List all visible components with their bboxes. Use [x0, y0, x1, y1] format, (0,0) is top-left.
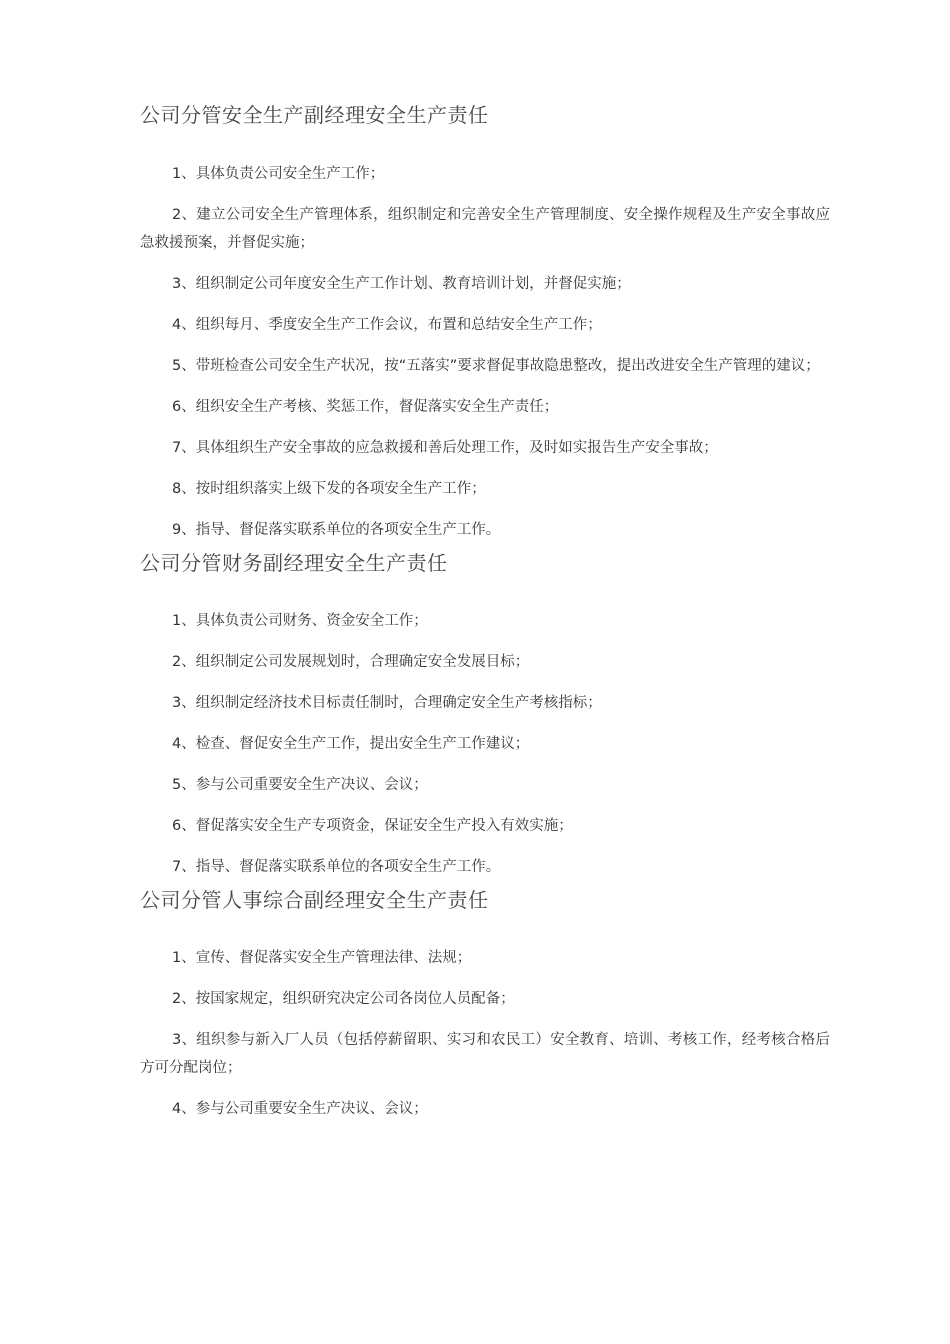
document-content: [140, 100, 830, 1136]
section-title: 公司分管人事综合副经理安全生产责任: [140, 888, 489, 912]
list-item: 7、具体组织生产安全事故的应急救援和善后处理工作，及时如实报告生产安全事故；: [172, 440, 718, 456]
list-item: 1、具体负责公司安全生产工作；: [172, 166, 385, 182]
list-item: 1、具体负责公司财务、资金安全工作；: [172, 613, 428, 629]
list-item: 3、组织制定公司年度安全生产工作计划、教育培训计划，并督促实施；: [172, 276, 631, 292]
section-hr-deputy-manager: [140, 885, 830, 1123]
list-item: 7、指导、督促落实联系单位的各项安全生产工作。: [172, 859, 501, 875]
list-item: 5、带班检查公司安全生产状况，按“五落实”要求督促事故隐患整改，提出改进安全生产管理的建议；: [172, 358, 820, 374]
list-item: 6、督促落实安全生产专项资金，保证安全生产投入有效实施；: [172, 818, 573, 834]
section-finance-deputy-manager: [140, 548, 830, 881]
section-title: 公司分管财务副经理安全生产责任: [140, 551, 448, 575]
list-item: 3、组织参与新入厂人员（包括停薪留职、实习和农民工）安全教育、培训、考核工作，经考核合格后方可分配岗位；: [140, 1032, 830, 1076]
list-item: 4、检查、督促安全生产工作，提出安全生产工作建议；: [172, 736, 530, 752]
responsibility-list: [140, 607, 830, 881]
list-item: 5、参与公司重要安全生产决议、会议；: [172, 777, 428, 793]
list-item: 1、宣传、督促落实安全生产管理法律、法规；: [172, 950, 472, 966]
list-item: 2、按国家规定，组织研究决定公司各岗位人员配备；: [172, 991, 515, 1007]
list-item: 6、组织安全生产考核、奖惩工作，督促落实安全生产责任；: [172, 399, 559, 415]
responsibility-list: [140, 944, 830, 1123]
list-item: 4、参与公司重要安全生产决议、会议；: [172, 1101, 428, 1117]
section-title: 公司分管安全生产副经理安全生产责任: [140, 103, 489, 127]
list-item: 9、指导、督促落实联系单位的各项安全生产工作。: [172, 522, 501, 538]
list-item: 2、组织制定公司发展规划时，合理确定安全发展目标；: [172, 654, 530, 670]
list-item: 3、组织制定经济技术目标责任制时，合理确定安全生产考核指标；: [172, 695, 602, 711]
section-safety-production-deputy-manager: [140, 100, 830, 544]
list-item: 4、组织每月、季度安全生产工作会议，布置和总结安全生产工作；: [172, 317, 602, 333]
list-item: 2、建立公司安全生产管理体系，组织制定和完善安全生产管理制度、安全操作规程及生产安全事故应急救援预案，并督促实施；: [140, 207, 830, 251]
responsibility-list: [140, 160, 830, 544]
list-item: 8、按时组织落实上级下发的各项安全生产工作；: [172, 481, 486, 497]
